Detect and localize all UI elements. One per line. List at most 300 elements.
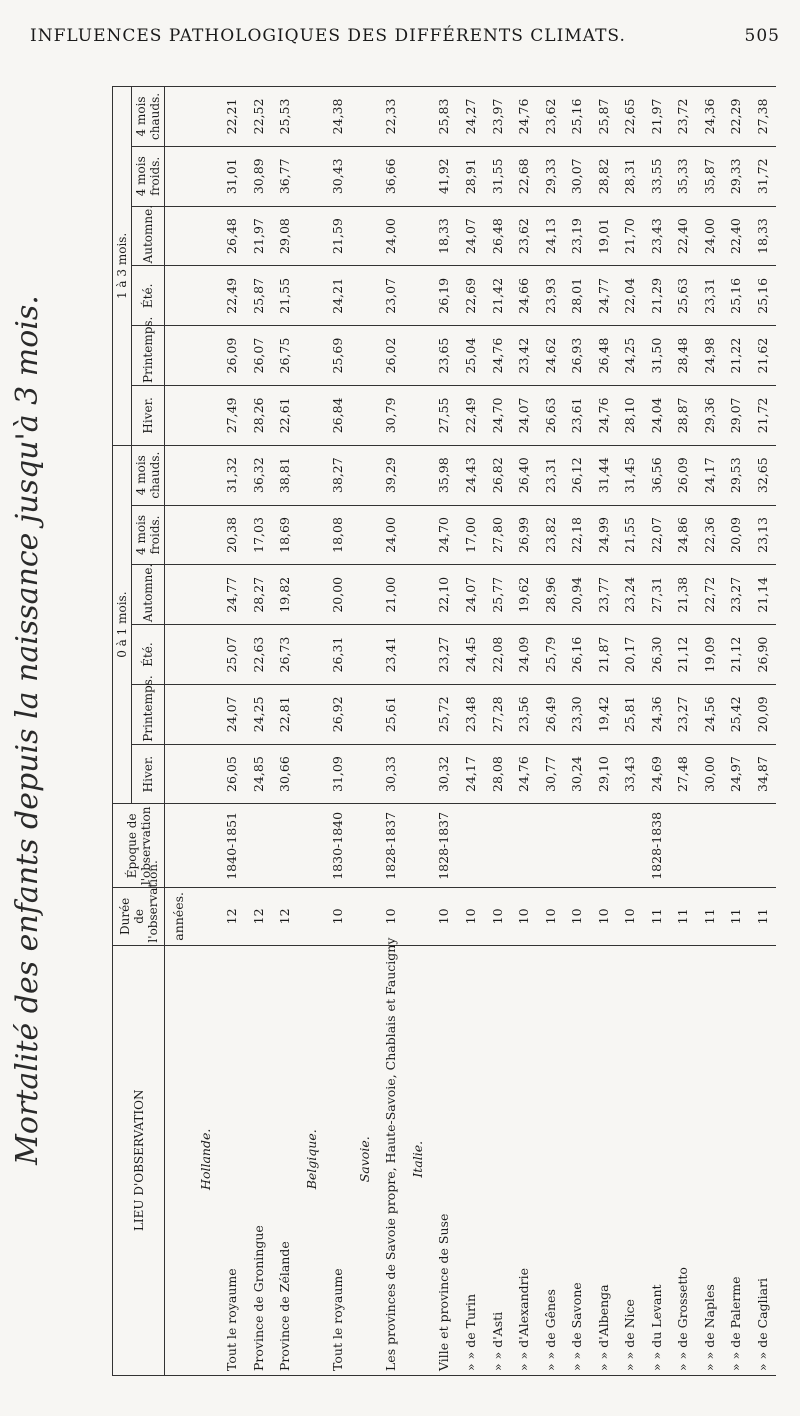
value-cell: 24,76 [510,87,537,147]
value-cell: 27,49 [218,385,245,445]
value-cell: 24,43 [457,445,484,505]
value-cell: 23,97 [484,87,511,147]
value-cell: 26,48 [484,206,511,266]
value-cell: 26,82 [484,445,511,505]
mortality-table [112,86,776,1376]
header-ete: Été. [132,625,165,685]
value-cell: 11 [643,888,670,945]
value-cell: 33,43 [617,744,644,804]
value-cell: 33,55 [643,146,670,206]
value-cell: 25,16 [749,266,776,326]
value-cell: 21,14 [749,565,776,625]
value-cell [298,888,325,945]
value-cell [298,146,325,206]
value-cell: 28,01 [563,266,590,326]
value-cell: 20,38 [218,505,245,565]
value-cell: 30,00 [696,744,723,804]
value-cell [404,385,431,445]
value-cell [723,804,750,888]
value-cell: 25,63 [670,266,697,326]
location-cell: Ville et province de Suse [431,945,458,1375]
value-cell: 29,53 [723,445,750,505]
location-cell: Tout le royaume [324,945,351,1375]
value-cell: 17,03 [245,505,272,565]
value-cell: 25,53 [271,87,298,147]
value-cell [749,804,776,888]
value-cell: 24,25 [245,684,272,744]
value-cell [457,804,484,888]
value-cell: 26,48 [218,206,245,266]
value-cell: 25,87 [590,87,617,147]
value-cell [404,684,431,744]
value-cell [192,87,219,147]
value-cell: 28,82 [590,146,617,206]
value-cell: 29,10 [590,744,617,804]
value-cell: 22,52 [245,87,272,147]
value-cell [351,87,378,147]
value-cell: 24,21 [324,266,351,326]
value-cell: 27,48 [670,744,697,804]
table-row [563,87,590,1376]
value-cell: 24,70 [431,505,458,565]
value-cell: 19,82 [271,565,298,625]
location-cell: » » de Cagliari [749,945,776,1375]
table-row [431,87,458,1376]
value-cell [192,385,219,445]
value-cell: 30,66 [271,744,298,804]
value-cell: 21,70 [617,206,644,266]
location-cell: Province de Zélande [271,945,298,1375]
table-section-heading [351,87,378,1376]
value-cell: 25,77 [484,565,511,625]
value-cell: 31,72 [749,146,776,206]
value-cell: 29,33 [537,146,564,206]
value-cell: 21,97 [643,87,670,147]
value-cell [351,326,378,386]
value-cell: 24,98 [696,326,723,386]
value-cell: 21,87 [590,625,617,685]
value-cell: 22,63 [245,625,272,685]
value-cell: 26,07 [245,326,272,386]
header-location: LIEU D'OBSERVATION [113,945,165,1375]
units-row [165,87,192,1376]
value-cell: 23,42 [510,326,537,386]
page-header [30,26,780,62]
value-cell: 24,77 [218,565,245,625]
table-row [617,87,644,1376]
value-cell: 26,92 [324,684,351,744]
value-cell: 10 [324,888,351,945]
value-cell: 21,72 [749,385,776,445]
value-cell: 23,30 [563,684,590,744]
value-cell: 24,45 [457,625,484,685]
value-cell: 26,93 [563,326,590,386]
value-cell: 24,07 [510,385,537,445]
table-row [590,87,617,1376]
value-cell: 1828-1837 [378,804,405,888]
value-cell: 28,87 [670,385,697,445]
value-cell: 24,17 [457,744,484,804]
value-cell: 25,87 [245,266,272,326]
value-cell: 21,29 [643,266,670,326]
value-cell: 22,61 [271,385,298,445]
header-automne-2: Automne. [132,206,165,266]
location-cell: Les provinces de Savoie propre, Haute-Savoie, Chablais et Faucigny [378,945,405,1375]
location-cell: Province de Groningue [245,945,272,1375]
value-cell: 1828-1837 [431,804,458,888]
value-cell: 20,00 [324,565,351,625]
value-cell: 21,55 [271,266,298,326]
location-cell: » » d'Alexandrie [510,945,537,1375]
rotated-table-container [112,86,776,1376]
value-cell: 21,12 [723,625,750,685]
value-cell [563,804,590,888]
value-cell: 36,77 [271,146,298,206]
value-cell: 19,62 [510,565,537,625]
header-ete-2: Été. [132,266,165,326]
value-cell: 25,81 [617,684,644,744]
location-cell: » » de Gênes [537,945,564,1375]
value-cell: 24,13 [537,206,564,266]
value-cell: 24,07 [218,684,245,744]
value-cell: 22,10 [431,565,458,625]
value-cell [351,505,378,565]
value-cell: 39,29 [378,445,405,505]
value-cell: 24,38 [324,87,351,147]
value-cell: 24,00 [378,505,405,565]
value-cell: 12 [218,888,245,945]
value-cell [351,804,378,888]
value-cell: 28,27 [245,565,272,625]
value-cell: 23,31 [696,266,723,326]
table-row [696,87,723,1376]
value-cell: 23,13 [749,505,776,565]
value-cell: 26,84 [324,385,351,445]
value-cell: 32,65 [749,445,776,505]
value-cell: 17,00 [457,505,484,565]
value-cell: 22,21 [218,87,245,147]
value-cell: 26,99 [510,505,537,565]
table-row [643,87,670,1376]
header-hiver: Hiver. [132,744,165,804]
value-cell: 24,99 [590,505,617,565]
value-cell [298,804,325,888]
value-cell: 24,76 [590,385,617,445]
value-cell [298,445,325,505]
table-row [245,87,272,1376]
table-title: Mortalité des enfants depuis la naissance jusqu'à 3 mois. [10,295,45,1165]
value-cell: 24,66 [510,266,537,326]
value-cell [192,888,219,945]
value-cell: 23,07 [378,266,405,326]
value-cell [298,87,325,147]
location-cell: » » d'Asti [484,945,511,1375]
value-cell: 12 [271,888,298,945]
value-cell: 38,81 [271,445,298,505]
value-cell: 24,17 [696,445,723,505]
value-cell: 24,07 [457,206,484,266]
value-cell: 22,72 [696,565,723,625]
value-cell: 31,01 [218,146,245,206]
value-cell: 10 [590,888,617,945]
value-cell [271,804,298,888]
location-cell: » » de Savone [563,945,590,1375]
value-cell [351,206,378,266]
value-cell: 24,56 [696,684,723,744]
value-cell: 24,76 [510,744,537,804]
value-cell: 29,36 [696,385,723,445]
value-cell: 18,08 [324,505,351,565]
table-row [749,87,776,1376]
value-cell: 21,59 [324,206,351,266]
value-cell: 23,93 [537,266,564,326]
value-cell: 18,33 [749,206,776,266]
value-cell [351,385,378,445]
value-cell: 22,40 [670,206,697,266]
value-cell [404,744,431,804]
value-cell [404,505,431,565]
table-section-heading [404,87,431,1376]
header-mois-chauds-2: 4 mois chauds. [132,87,165,147]
value-cell [404,888,431,945]
value-cell: 24,76 [484,326,511,386]
value-cell [298,565,325,625]
value-cell: 26,12 [563,445,590,505]
value-cell: 23,43 [643,206,670,266]
value-cell: 21,22 [723,326,750,386]
value-cell: 25,04 [457,326,484,386]
value-cell: 23,56 [510,684,537,744]
value-cell [404,804,431,888]
value-cell: 23,31 [537,445,564,505]
value-cell: 28,08 [484,744,511,804]
value-cell: 23,77 [590,565,617,625]
value-cell: 23,19 [563,206,590,266]
value-cell: 29,08 [271,206,298,266]
value-cell: 24,00 [378,206,405,266]
value-cell: 27,55 [431,385,458,445]
value-cell: 26,73 [271,625,298,685]
value-cell: 25,79 [537,625,564,685]
value-cell: 25,72 [431,684,458,744]
value-cell [404,146,431,206]
header-printemps: Printemps. [132,684,165,744]
location-cell: » » de Nice [617,945,644,1375]
header-period: Époque de l'observation [113,804,165,888]
table-body [165,87,777,1376]
value-cell: 28,26 [245,385,272,445]
location-cell: » » du Levant [643,945,670,1375]
value-cell [404,87,431,147]
value-cell [245,804,272,888]
value-cell: 23,65 [431,326,458,386]
value-cell: 11 [749,888,776,945]
location-cell: Tout le royaume [218,945,245,1375]
value-cell: 12 [245,888,272,945]
value-cell: 23,24 [617,565,644,625]
value-cell: 36,32 [245,445,272,505]
value-cell: 24,77 [590,266,617,326]
value-cell: 26,09 [670,445,697,505]
value-cell: 24,36 [643,684,670,744]
value-cell: 24,25 [617,326,644,386]
value-cell [298,505,325,565]
section-label: Belgique. [298,945,325,1375]
value-cell: 24,69 [643,744,670,804]
value-cell: 24,36 [696,87,723,147]
value-cell: 38,27 [324,445,351,505]
value-cell: 10 [378,888,405,945]
value-cell: 25,16 [723,266,750,326]
value-cell: 25,83 [431,87,458,147]
table-row [378,87,405,1376]
value-cell [298,266,325,326]
value-cell [192,565,219,625]
value-cell: 20,94 [563,565,590,625]
value-cell: 22,69 [457,266,484,326]
value-cell [404,206,431,266]
value-cell [298,385,325,445]
value-cell [351,565,378,625]
value-cell: 35,87 [696,146,723,206]
location-cell: » » de Grossetto [670,945,697,1375]
value-cell [298,206,325,266]
value-cell: 22,65 [617,87,644,147]
table-row [510,87,537,1376]
header-duration-label: Durée de l'observation. [117,860,160,943]
value-cell: 26,31 [324,625,351,685]
value-cell: 28,91 [457,146,484,206]
header-duration [113,860,165,945]
value-cell [192,804,219,888]
value-cell: 21,62 [749,326,776,386]
value-cell: 29,33 [723,146,750,206]
value-cell: 22,08 [484,625,511,685]
section-label: Italie. [404,945,431,1375]
value-cell: 10 [510,888,537,945]
value-cell: 31,32 [218,445,245,505]
value-cell: 23,82 [537,505,564,565]
value-cell: 21,00 [378,565,405,625]
value-cell: 10 [537,888,564,945]
header-automne: Automne. [132,565,165,625]
value-cell: 30,07 [563,146,590,206]
value-cell: 25,69 [324,326,351,386]
value-cell: 26,90 [749,625,776,685]
value-cell [192,684,219,744]
value-cell: 31,09 [324,744,351,804]
value-cell: 22,33 [378,87,405,147]
value-cell: 24,27 [457,87,484,147]
value-cell: 1840-1851 [218,804,245,888]
value-cell: 24,04 [643,385,670,445]
duration-unit: années. [165,888,192,945]
value-cell: 30,89 [245,146,272,206]
value-cell: 31,55 [484,146,511,206]
section-label: Savoie. [351,945,378,1375]
value-cell: 22,04 [617,266,644,326]
value-cell [351,625,378,685]
value-cell [298,744,325,804]
value-cell: 20,09 [723,505,750,565]
value-cell [192,326,219,386]
value-cell: 25,42 [723,684,750,744]
value-cell: 26,02 [378,326,405,386]
value-cell: 25,16 [563,87,590,147]
value-cell: 25,61 [378,684,405,744]
value-cell: 23,62 [537,87,564,147]
value-cell [351,744,378,804]
value-cell [537,804,564,888]
value-cell: 31,44 [590,445,617,505]
location-cell: » » de Naples [696,945,723,1375]
value-cell: 11 [723,888,750,945]
header-group-1-3-months: 1 à 3 mois. [113,87,132,446]
value-cell: 34,87 [749,744,776,804]
value-cell [404,326,431,386]
value-cell: 10 [431,888,458,945]
table-row [324,87,351,1376]
value-cell: 24,07 [457,565,484,625]
value-cell [404,266,431,326]
value-cell: 24,97 [723,744,750,804]
header-group-0-1-month: 0 à 1 mois. [113,445,132,804]
value-cell [404,625,431,685]
value-cell: 23,72 [670,87,697,147]
value-cell: 26,48 [590,326,617,386]
value-cell: 26,40 [510,445,537,505]
table-row [457,87,484,1376]
value-cell: 22,81 [271,684,298,744]
value-cell [192,146,219,206]
value-cell: 1830-1840 [324,804,351,888]
value-cell: 21,38 [670,565,697,625]
value-cell: 22,49 [457,385,484,445]
location-cell: » » de Palerme [723,945,750,1375]
value-cell: 10 [457,888,484,945]
table-row [271,87,298,1376]
value-cell: 19,09 [696,625,723,685]
page-number: 505 [744,26,780,46]
value-cell: 24,85 [245,744,272,804]
value-cell: 10 [563,888,590,945]
value-cell: 19,42 [590,684,617,744]
value-cell: 24,62 [537,326,564,386]
value-cell: 25,07 [218,625,245,685]
value-cell [510,804,537,888]
value-cell: 22,29 [723,87,750,147]
value-cell: 21,97 [245,206,272,266]
value-cell: 18,33 [431,206,458,266]
value-cell: 30,43 [324,146,351,206]
value-cell: 23,62 [510,206,537,266]
value-cell: 11 [670,888,697,945]
value-cell: 36,66 [378,146,405,206]
value-cell: 23,41 [378,625,405,685]
value-cell [404,445,431,505]
value-cell [404,565,431,625]
value-cell: 10 [617,888,644,945]
value-cell: 31,50 [643,326,670,386]
value-cell: 24,86 [670,505,697,565]
value-cell: 10 [484,888,511,945]
value-cell [351,146,378,206]
value-cell [192,505,219,565]
value-cell: 27,31 [643,565,670,625]
value-cell: 1828-1838 [643,804,670,888]
value-cell: 20,09 [749,684,776,744]
value-cell [298,684,325,744]
